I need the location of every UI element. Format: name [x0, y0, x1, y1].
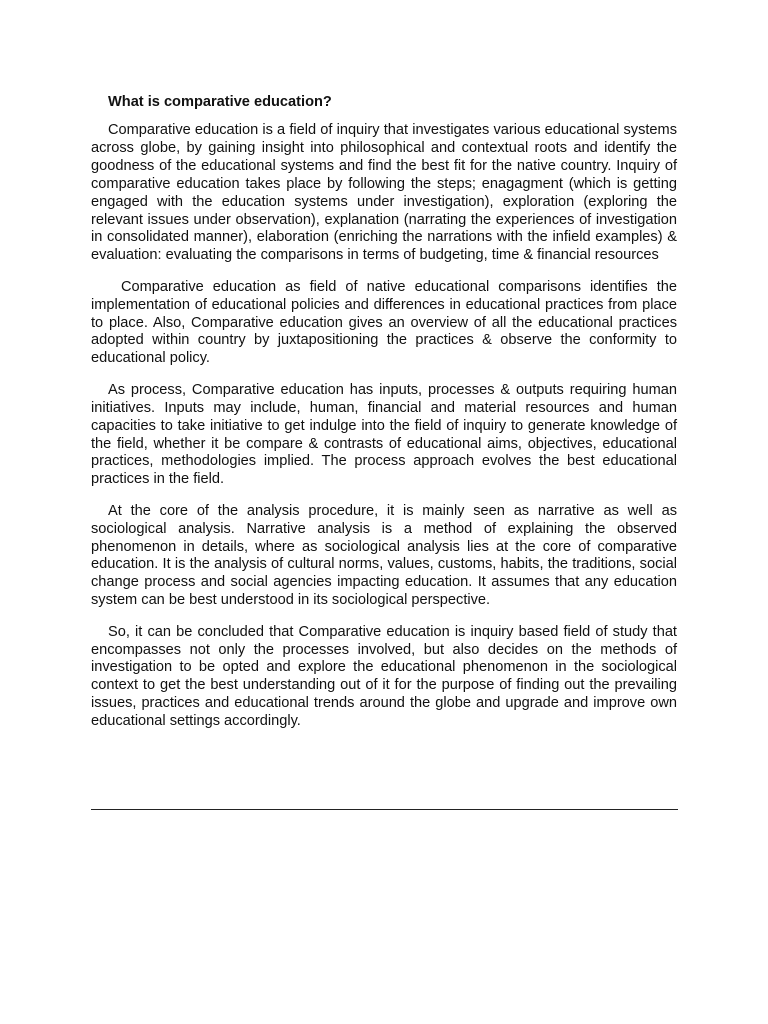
footer-divider — [91, 809, 678, 810]
document-body — [91, 92, 677, 745]
paragraph-native-comparisons: Comparative education as field of native educational comparisons identifies the implementation of educational policies and differences in educational practices from place to place. Also, Comparative education gives an overview of all the educational practices adopted within country by juxtapositioning the practices & observe the conformity to educational policy. — [91, 278, 677, 367]
paragraph-analysis: At the core of the analysis procedure, it is mainly seen as narrative as well as sociological analysis. Narrative analysis is a method of explaining the observed phenomenon in details, where as sociological analysis lies at the core of comparative education. It is the analysis of cultural norms, values, customs, habits, the traditions, social change process and social agencies impacting education. It assumes that any education system can be best understood in its sociological perspective. — [91, 502, 677, 609]
paragraph-conclusion: So, it can be concluded that Comparative education is inquiry based field of study that encompasses not only the processes involved, but also decides on the methods of investigation to be opted and explore the educational phenomenon in the sociological context to get the best understanding out of it for the purpose of finding out the prevailing issues, practices and educational trends around the globe and upgrade and improve own educational settings accordingly. — [91, 623, 677, 730]
paragraph-definition: Comparative education is a field of inquiry that investigates various educational systems across globe, by gaining insight into philosophical and contextual roots and identify the goodness of the educational systems and find the best fit for the native country. Inquiry of comparative education takes place by following the steps; enagagment (which is getting engaged with the education systems under investigation), exploration (exploring the relevant issues under observation), explanation (narrating the experiences of investigation in consolidated manner), elaboration (enriching the narrations with the infield examples) & evaluation: evaluating the comparisons in terms of budgeting, time & financial resources — [91, 122, 677, 264]
document-heading: What is comparative education? — [108, 94, 332, 110]
paragraph-process: As process, Comparative education has inputs, processes & outputs requiring human initiatives. Inputs may include, human, financial and material resources and human capacities to take initiative to get indulge into the field of inquiry to generate knowledge of the field, whether it be compare & contrasts of educational aims, objectives, educational practices, methodologies implied. The process approach evolves the best educational practices in the field. — [91, 381, 677, 488]
